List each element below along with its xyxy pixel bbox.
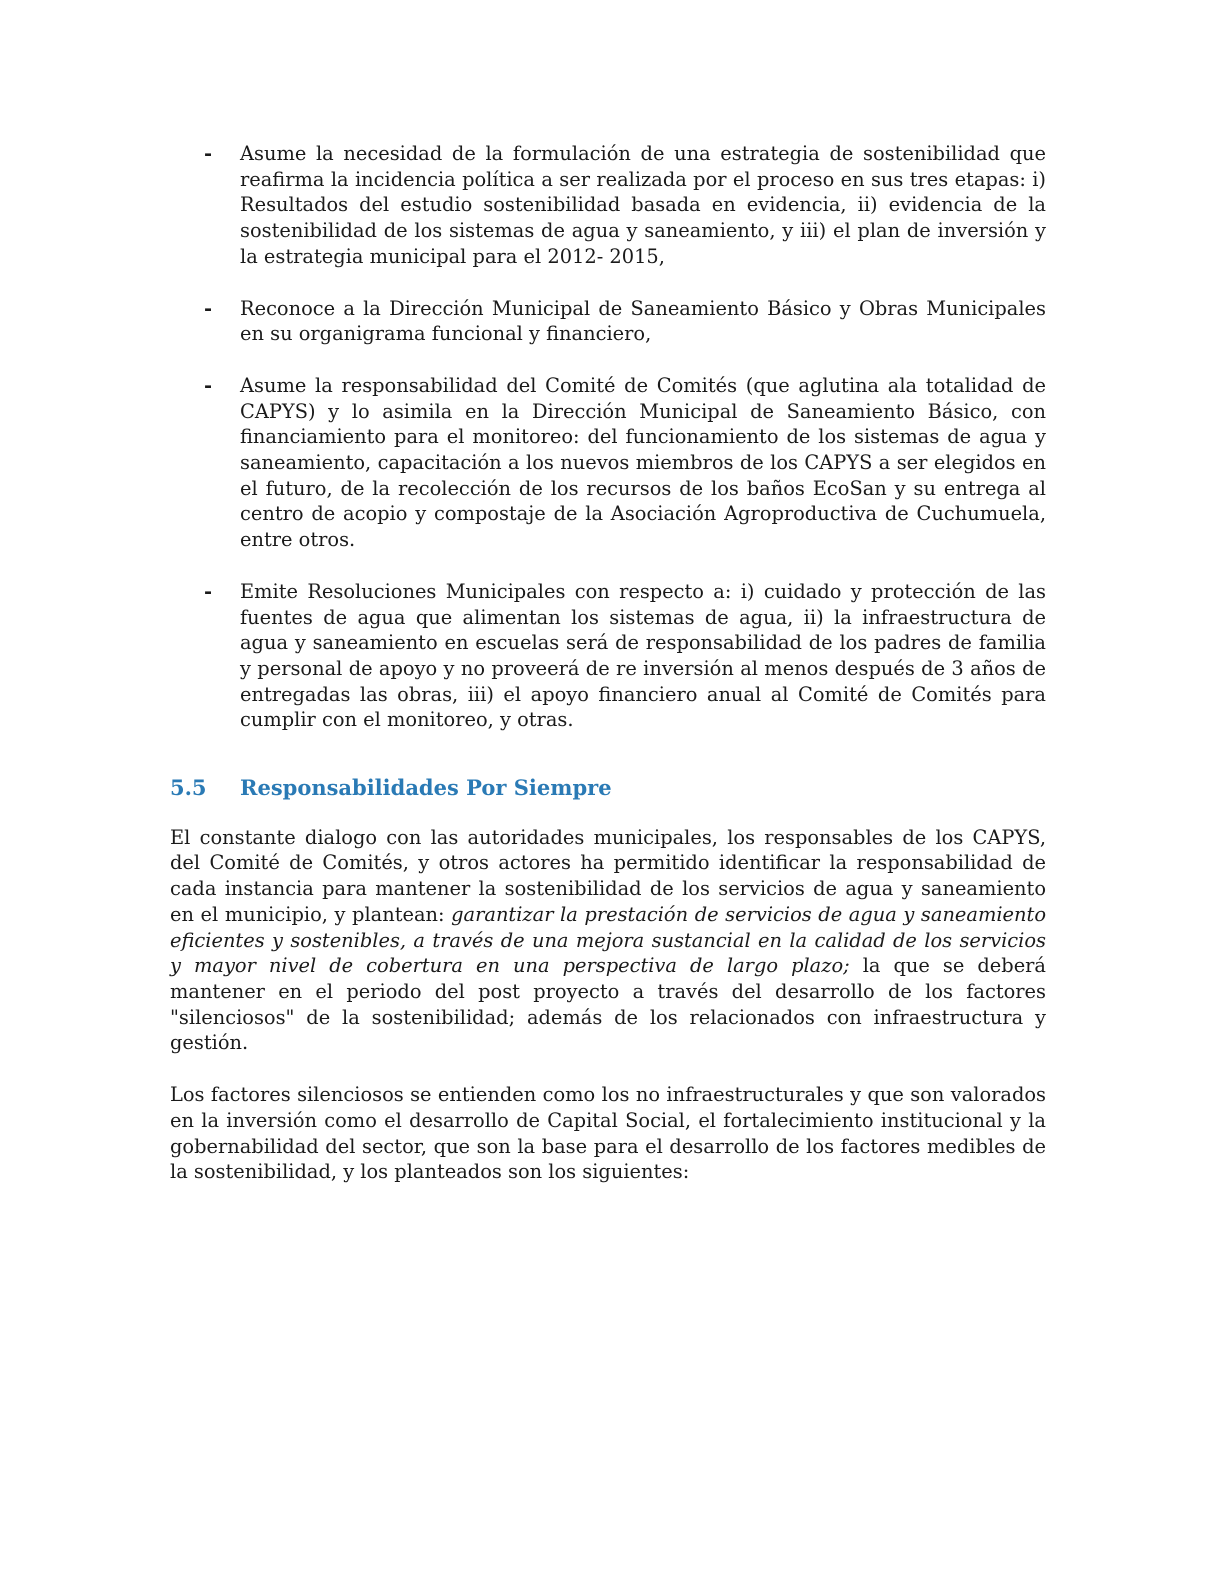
bullet-text: Reconoce a la Dirección Municipal de Saneamiento Básico y Obras Municipales en su organigrama funcional y financiero,	[240, 296, 1046, 346]
bullet-list	[170, 141, 1046, 733]
bullet-dash: -	[204, 142, 213, 165]
list-item	[170, 373, 1046, 553]
list-item	[170, 579, 1046, 733]
paragraph-silent-factors: Los factores silenciosos se entienden como los no infraestructurales y que son valorados en la inversión como el desarrollo de Capital Social, el fortalecimiento institucional y la gobernabilidad del sector, que son la base para el desarrollo de los factores medibles de la sostenibilidad, y los planteados son los siguientes:	[170, 1083, 1046, 1184]
list-item	[170, 296, 1046, 347]
bullet-text: Asume la necesidad de la formulación de una estrategia de sostenibilidad que reafirma la incidencia política a ser realizada por el proceso en sus tres etapas: i) Resultados del estudio sostenibilidad basada en evidencia, ii) evidencia de la sostenibilidad de los sistemas de agua y saneamiento, y iii) el plan de inversión y la estrategia municipal para el 2012- 2015,	[240, 142, 1046, 268]
bullet-text: Emite Resoluciones Municipales con respecto a: i) cuidado y protección de las fuentes de agua que alimentan los sistemas de agua, ii) la infraestructura de agua y saneamiento en escuelas será de responsabilidad de los padres de familia y personal de apoyo y no proveerá de re inversión al menos después de 3 años de entregadas las obras, iii) el apoyo financiero anual al Comité de Comités para cumplir con el monitoreo, y otras.	[240, 579, 1046, 732]
section-number: 5.5	[170, 775, 207, 801]
bullet-dash: -	[204, 373, 213, 397]
bullet-text: Asume la responsabilidad del Comité de Comités (que aglutina ala totalidad de CAPYS) y lo asimila en la Dirección Municipal de Saneamiento Básico, con financiamiento para el monitoreo: del funcionamiento de los sistemas de agua y saneamiento, capacitación a los nuevos miembros de los CAPYS a ser elegidos en el futuro, de la recolección de los recursos de los baños EcoSan y su entrega al centro de acopio y compostaje de la Asociación Agroproductiva de Cuchumuela, entre otros.	[240, 373, 1046, 552]
bullet-dash: -	[204, 296, 213, 320]
paragraph-responsibilities	[170, 825, 1046, 1056]
list-item	[170, 141, 1046, 270]
paragraph-italic-text: garantizar la prestación de servicios de agua y saneamiento eficientes y sostenibles, a través de una mejora sustancial en la calidad de los servicios y mayor nivel de cobertura en una perspectiva de largo plazo;	[170, 902, 1046, 978]
section-title: Responsabilidades Por Siempre	[240, 775, 612, 801]
paragraph-text: El constante dialogo con las autoridades municipales, los responsables de los CAPYS, del Comité de Comités, y otros actores ha permitido identificar la responsabilidad de cada instancia para mantener la sostenibilidad de los servicios de agua y saneamiento en el municipio, y plantean:	[170, 825, 1046, 926]
page-content	[170, 141, 1046, 1211]
section-heading	[170, 775, 1046, 801]
bullet-dash: -	[204, 579, 213, 603]
paragraph-text: la que se deberá mantener en el periodo del post proyecto a través del desarrollo de los factores "silenciosos" de la sostenibilidad; además de los relacionados con infraestructura y gestión.	[170, 954, 1046, 1055]
